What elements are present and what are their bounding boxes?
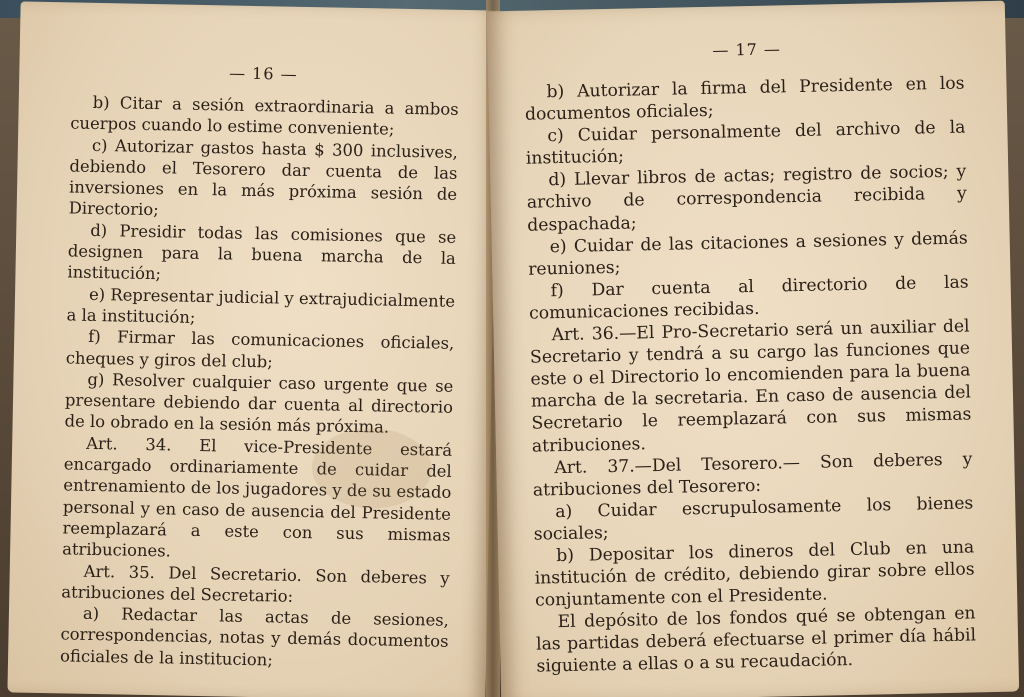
right-page <box>487 1 1019 697</box>
paragraph: d) Presidir todas las comisiones que se designen para la buena marcha de la institución; <box>67 220 457 284</box>
page-number-left: — 16 — <box>228 63 298 84</box>
article-paragraph: Art. 34. El vice-Presidente estará encargado ordinariamente de cuidar del entrenamiento de los jugadores y de su estado personal y en caso de ausencia del Presidente reemplazará a este con sus mismas atribuciones. <box>61 433 453 561</box>
left-page <box>7 1 498 697</box>
paragraph: d) Llevar libros de actas; registro de socios; y archivo de correspondencia recibida y despachada; <box>526 161 967 236</box>
paragraph: b) Depositar los dineros del Club en una institución de crédito, debiendo girar sobre ellos conjuntamente con el Presidente. <box>534 537 975 611</box>
paragraph: b) Citar a sesión extraordinaria a ambos cuerpos cuando lo estime conveniente; <box>70 92 459 139</box>
paragraph: e) Representar judicial y extrajudicialmente a la institución; <box>66 284 456 327</box>
paragraph: b) Autorizar la firma del Presidente en los documentos oficiales; <box>524 73 965 125</box>
paragraph: f) Dar cuenta al directorio de las comunicaciones recibidas. <box>528 272 969 324</box>
paragraph: f) Firmar las comunicaciones oficiales, cheques y giros del club; <box>65 327 455 371</box>
right-page-text <box>488 54 1019 679</box>
paragraph: a) Redactar las actas de sesiones, correspondencias, notas y demás documentos oficiales de la institucion; <box>59 603 450 670</box>
article-paragraph: Art. 37.—Del Tesorero.— Son deberes y atribuciones del Tesorero: <box>532 449 973 501</box>
left-page-text <box>8 78 497 674</box>
paragraph: e) Cuidar de las citaciones a sesiones y demás reuniones; <box>528 228 968 280</box>
paragraph: g) Resolver cualquier caso urgente que se presentare debiendo dar cuenta al directorio de lo obrado en la sesión más próxima. <box>64 369 454 438</box>
paragraph: c) Cuidar personalmente del archivo de la institución; <box>525 117 966 169</box>
article-paragraph: Art. 35. Del Secretario. Son deberes y atribuciones del Secretario: <box>61 561 450 606</box>
paragraph: a) Cuidar escrupulosamente los bienes sociales; <box>533 493 974 545</box>
article-paragraph: Art. 36.—El Pro-Secretario será un auxiliar del Secretario y tendrá a su cargo las funciones que este o el Directorio lo encomienden para la buena marcha de la secretaria. En caso de ausencia del Secretario le reemplazará con sus mismas atribuciones. <box>529 316 972 457</box>
paragraph: El depósito de los fondos qué se obtengan en las partidas deberá efectuarse el primer día hábil siguiente a ellas o a su recaudación. <box>535 603 977 678</box>
paragraph: c) Autorizar gastos hasta $ 300 inclusives, debiendo el Tesorero dar cuenta de las inversiones en la más próxima sesión de Directorio; <box>68 135 459 220</box>
page-number-right: — 17 — <box>712 39 782 60</box>
